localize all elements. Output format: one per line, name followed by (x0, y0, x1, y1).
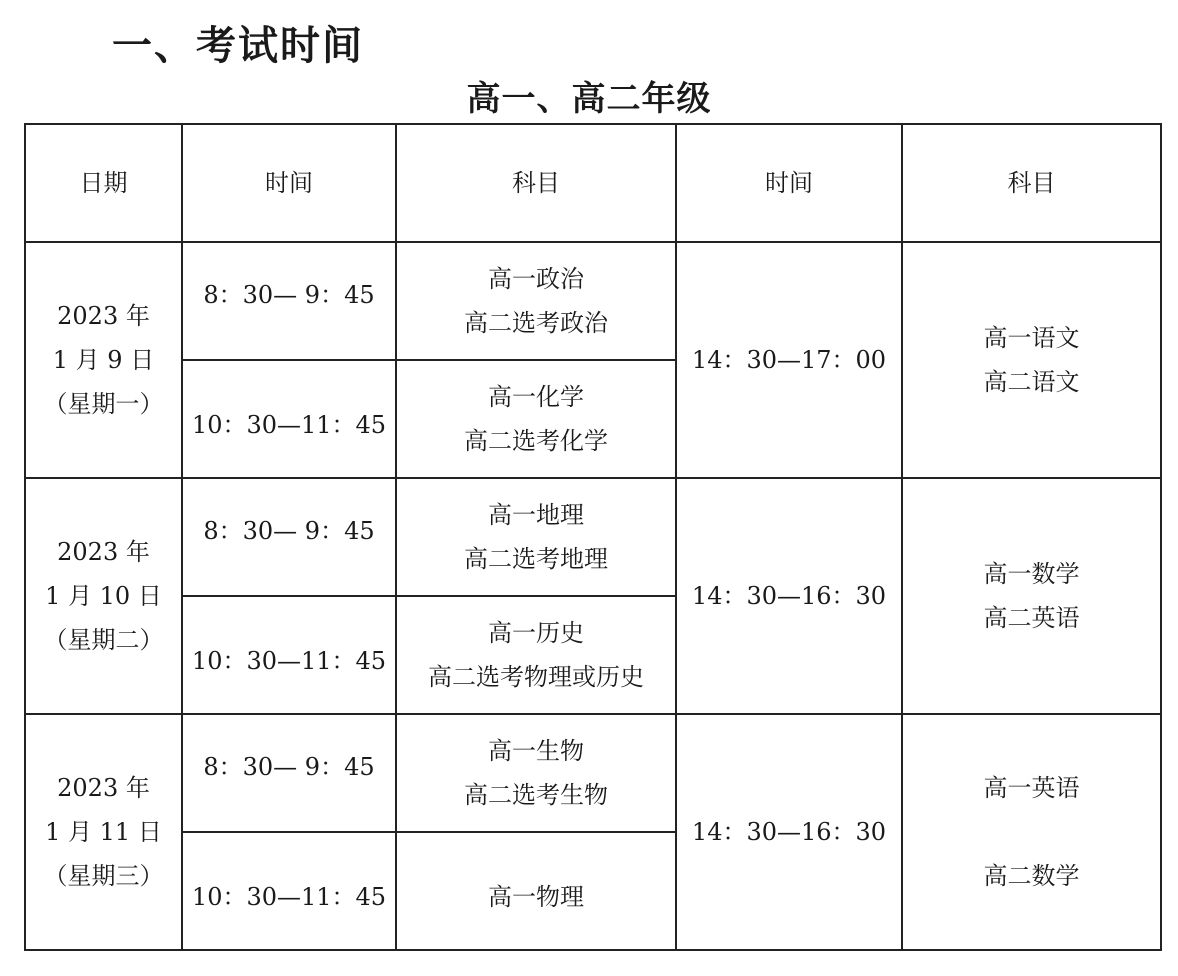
morning-subject-cell (396, 596, 676, 714)
subject-line: 高二选考政治 (464, 309, 608, 337)
afternoon-time-cell (676, 242, 902, 478)
section-title: 一、考试时间 (112, 23, 364, 69)
header-date: 日期 (25, 124, 182, 242)
morning-subject-cell (396, 714, 676, 832)
subject-line: 高一地理 (488, 501, 584, 529)
table-row (25, 714, 1161, 832)
table-row (25, 242, 1161, 360)
header-row (25, 124, 1161, 242)
session-time: 10：30—11：45 (191, 883, 387, 911)
date-day: 1 月 11 日 (45, 818, 162, 846)
date-cell (25, 242, 182, 478)
date-weekday: （星期三） (43, 862, 164, 890)
exam-schedule-table (24, 123, 1162, 951)
afternoon-time-cell (676, 714, 902, 950)
date-cell (25, 714, 182, 950)
subject-line: 高一政治 (488, 265, 584, 293)
table-row (25, 478, 1161, 596)
session-time: 14：30—16：30 (691, 582, 887, 610)
session-time: 10：30—11：45 (191, 411, 387, 439)
session-time: 8：30— 9：45 (203, 753, 375, 781)
subject-line: 高二选考地理 (464, 545, 608, 573)
subject-line: 高二数学 (983, 862, 1080, 890)
subject-spacer (907, 810, 1156, 854)
header-afternoon-time: 时间 (676, 124, 902, 242)
morning-subject-cell (396, 478, 676, 596)
date-year: 2023 年 (57, 774, 150, 802)
morning-time-cell (182, 832, 396, 950)
header-morning-time: 时间 (182, 124, 396, 242)
morning-subject-cell (396, 832, 676, 950)
session-time: 8：30— 9：45 (203, 517, 375, 545)
subject-line: 高一历史 (488, 619, 584, 647)
date-year: 2023 年 (57, 538, 150, 566)
session-time: 14：30—16：30 (691, 818, 887, 846)
subject-line: 高一化学 (488, 383, 584, 411)
morning-time-cell (182, 360, 396, 478)
morning-time-cell (182, 596, 396, 714)
table-title: 高一、高二年级 (466, 79, 712, 119)
subject-line: 高二选考化学 (464, 427, 608, 455)
afternoon-subject-cell (902, 478, 1161, 714)
header-afternoon-subject: 科目 (902, 124, 1161, 242)
date-weekday: （星期一） (43, 390, 164, 418)
subject-line: 高二选考生物 (464, 781, 608, 809)
session-time: 8：30— 9：45 (203, 281, 375, 309)
subject-line: 高一英语 (983, 774, 1080, 802)
date-day: 1 月 9 日 (52, 346, 155, 374)
date-cell (25, 478, 182, 714)
date-day: 1 月 10 日 (45, 582, 162, 610)
afternoon-subject-cell (902, 714, 1161, 950)
header-morning-subject: 科目 (396, 124, 676, 242)
subject-line: 高一物理 (488, 883, 584, 911)
morning-time-cell (182, 242, 396, 360)
morning-time-cell (182, 714, 396, 832)
date-year: 2023 年 (57, 302, 150, 330)
morning-subject-cell (396, 242, 676, 360)
subject-line: 高二选考物理或历史 (428, 663, 644, 691)
afternoon-time-cell (676, 478, 902, 714)
date-weekday: （星期二） (43, 626, 164, 654)
afternoon-subject-cell (902, 242, 1161, 478)
subject-line: 高一数学 (983, 560, 1080, 588)
subject-line: 高一语文 (983, 324, 1080, 352)
subject-line: 高二语文 (983, 368, 1080, 396)
session-time: 10：30—11：45 (191, 647, 387, 675)
subject-line: 高二英语 (983, 604, 1080, 632)
morning-subject-cell (396, 360, 676, 478)
subject-line: 高一生物 (488, 737, 584, 765)
session-time: 14：30—17：00 (691, 346, 887, 374)
morning-time-cell (182, 478, 396, 596)
